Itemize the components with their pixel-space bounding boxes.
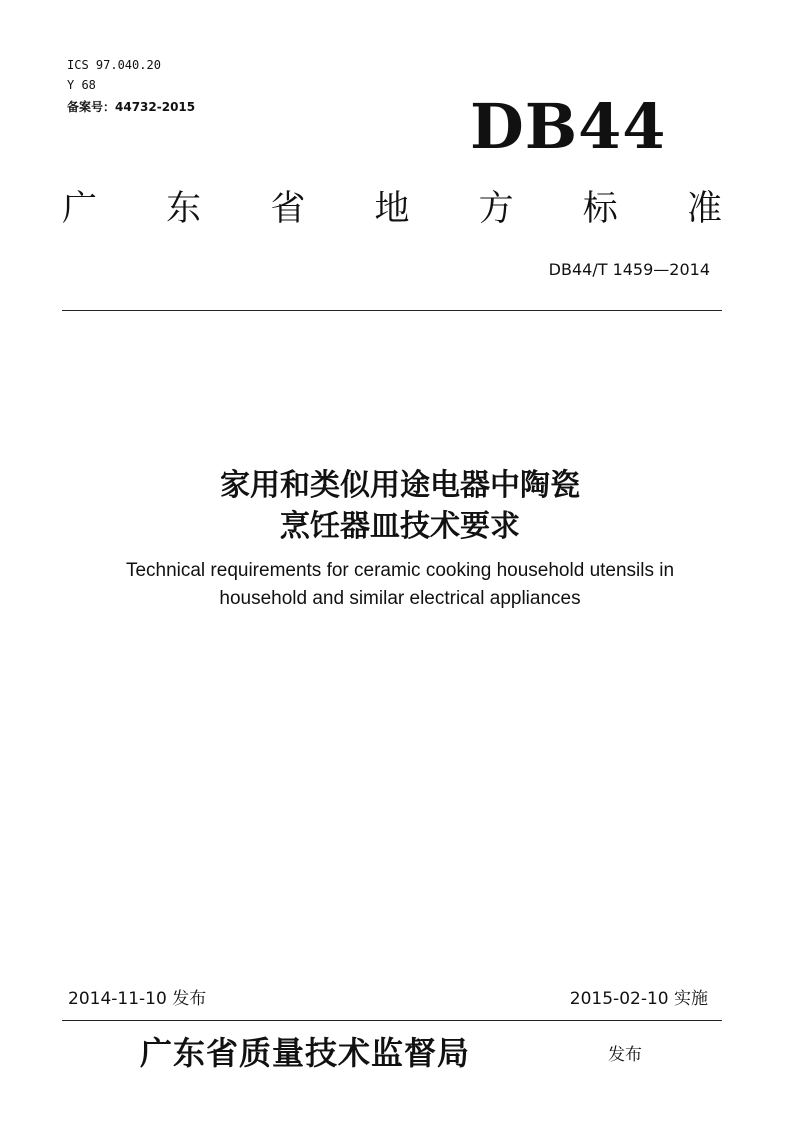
standard-type-char: 东 [166, 189, 202, 229]
bottom-divider [62, 1020, 722, 1021]
issuing-authority: 广东省质量技术监督局 [140, 1034, 471, 1072]
standard-type-char: 标 [582, 189, 618, 229]
standard-number: DB44/T 1459—2014 [548, 260, 710, 279]
standard-type-char: 准 [686, 189, 722, 229]
issuer-action: 发布 [608, 1045, 642, 1065]
standard-type-char: 广 [62, 189, 98, 229]
issue-date: 2014-11-10 发布 [68, 989, 207, 1009]
title-english-line-1: Technical requirements for ceramic cooking household utensils in [125, 560, 675, 581]
top-divider [62, 310, 722, 311]
classification-code: Y 68 [67, 78, 96, 92]
title-english-line-2: household and similar electrical appliances [219, 588, 581, 609]
title-chinese-line-1: 家用和类似用途电器中陶瓷 [220, 468, 580, 503]
standard-type-char: 省 [270, 189, 306, 229]
standard-type-char: 方 [478, 189, 514, 229]
standard-code-logo: DB44 [470, 90, 667, 163]
record-number: 备案号：44732-2015 [67, 100, 196, 114]
standard-type-heading [62, 180, 722, 232]
implementation-date: 2015-02-10 实施 [569, 989, 708, 1009]
ics-code: ICS 97.040.20 [67, 58, 161, 72]
standard-type-char: 地 [374, 189, 410, 229]
title-chinese-line-2: 烹饪器皿技术要求 [280, 509, 520, 544]
